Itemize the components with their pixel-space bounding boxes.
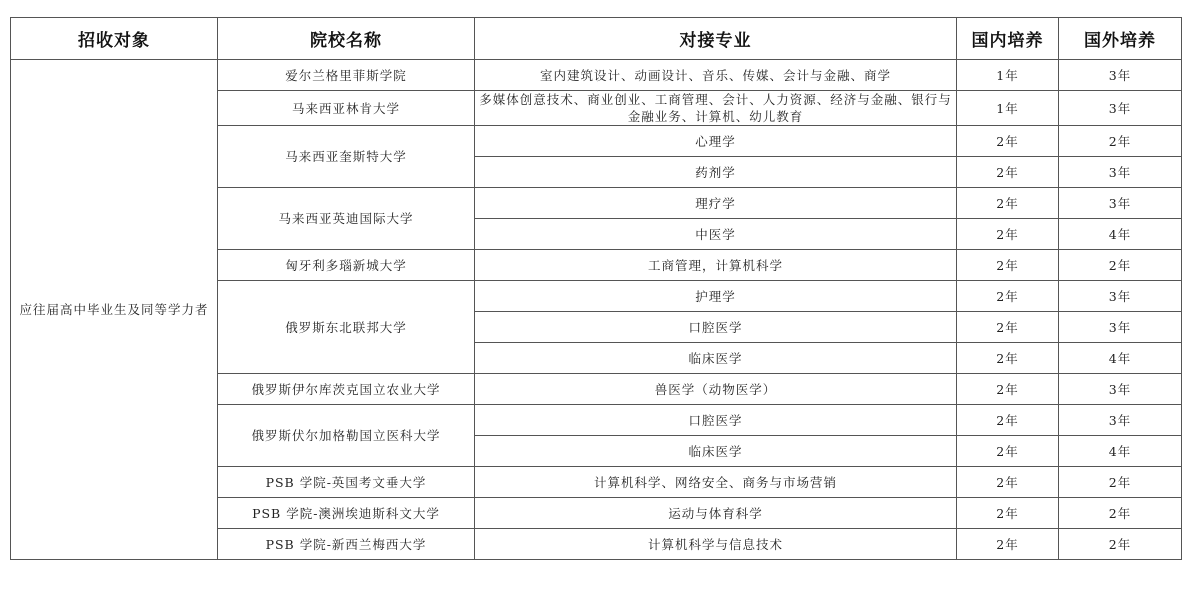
domestic-years: 2年	[957, 529, 1059, 560]
major-cell: 口腔医学	[475, 405, 957, 436]
abroad-years: 3年	[1059, 374, 1182, 405]
school-name: 马来西亚奎斯特大学	[218, 126, 475, 188]
major-cell: 计算机科学与信息技术	[475, 529, 957, 560]
header-target: 招收对象	[11, 18, 218, 60]
abroad-years: 3年	[1059, 60, 1182, 91]
school-name: 俄罗斯伊尔库茨克国立农业大学	[218, 374, 475, 405]
school-name: 俄罗斯伏尔加格勒国立医科大学	[218, 405, 475, 467]
major-cell: 药剂学	[475, 157, 957, 188]
abroad-years: 3年	[1059, 281, 1182, 312]
domestic-years: 2年	[957, 312, 1059, 343]
major-cell: 护理学	[475, 281, 957, 312]
abroad-years: 2年	[1059, 467, 1182, 498]
domestic-years: 2年	[957, 467, 1059, 498]
header-domestic: 国内培养	[957, 18, 1059, 60]
school-name: PSB 学院-澳洲埃迪斯科文大学	[218, 498, 475, 529]
abroad-years: 2年	[1059, 126, 1182, 157]
school-name: 匈牙利多瑙新城大学	[218, 250, 475, 281]
header-major: 对接专业	[475, 18, 957, 60]
domestic-years: 2年	[957, 405, 1059, 436]
school-name: PSB 学院-新西兰梅西大学	[218, 529, 475, 560]
major-cell: 室内建筑设计、动画设计、音乐、传媒、会计与金融、商学	[475, 60, 957, 91]
school-name: PSB 学院-英国考文垂大学	[218, 467, 475, 498]
domestic-years: 2年	[957, 498, 1059, 529]
abroad-years: 3年	[1059, 91, 1182, 126]
major-cell: 理疗学	[475, 188, 957, 219]
abroad-years: 3年	[1059, 188, 1182, 219]
abroad-years: 4年	[1059, 436, 1182, 467]
major-cell: 工商管理，计算机科学	[475, 250, 957, 281]
school-name: 马来西亚林肯大学	[218, 91, 475, 126]
header-row	[11, 18, 1182, 60]
abroad-years: 4年	[1059, 343, 1182, 374]
major-cell: 心理学	[475, 126, 957, 157]
abroad-years: 2年	[1059, 529, 1182, 560]
domestic-years: 2年	[957, 126, 1059, 157]
header-school: 院校名称	[218, 18, 475, 60]
domestic-years: 2年	[957, 343, 1059, 374]
abroad-years: 3年	[1059, 312, 1182, 343]
major-cell: 计算机科学、网络安全、商务与市场营销	[475, 467, 957, 498]
domestic-years: 2年	[957, 281, 1059, 312]
major-cell: 临床医学	[475, 436, 957, 467]
major-cell: 兽医学（动物医学）	[475, 374, 957, 405]
abroad-years: 3年	[1059, 157, 1182, 188]
domestic-years: 2年	[957, 188, 1059, 219]
major-cell: 多媒体创意技术、商业创业、工商管理、会计、人力资源、经济与金融、银行与金融业务、计算机、幼儿教育	[475, 91, 957, 126]
school-name: 俄罗斯东北联邦大学	[218, 281, 475, 374]
abroad-years: 2年	[1059, 498, 1182, 529]
major-cell: 运动与体育科学	[475, 498, 957, 529]
school-name: 爱尔兰格里菲斯学院	[218, 60, 475, 91]
domestic-years: 2年	[957, 374, 1059, 405]
target-cell: 应往届高中毕业生及同等学力者	[11, 60, 218, 560]
domestic-years: 1年	[957, 60, 1059, 91]
domestic-years: 2年	[957, 219, 1059, 250]
header-abroad: 国外培养	[1059, 18, 1182, 60]
abroad-years: 3年	[1059, 405, 1182, 436]
domestic-years: 2年	[957, 157, 1059, 188]
table-row	[11, 60, 1182, 91]
major-cell: 临床医学	[475, 343, 957, 374]
domestic-years: 1年	[957, 91, 1059, 126]
school-name: 马来西亚英迪国际大学	[218, 188, 475, 250]
major-cell: 中医学	[475, 219, 957, 250]
major-cell: 口腔医学	[475, 312, 957, 343]
domestic-years: 2年	[957, 436, 1059, 467]
program-table	[10, 17, 1182, 560]
domestic-years: 2年	[957, 250, 1059, 281]
abroad-years: 2年	[1059, 250, 1182, 281]
abroad-years: 4年	[1059, 219, 1182, 250]
